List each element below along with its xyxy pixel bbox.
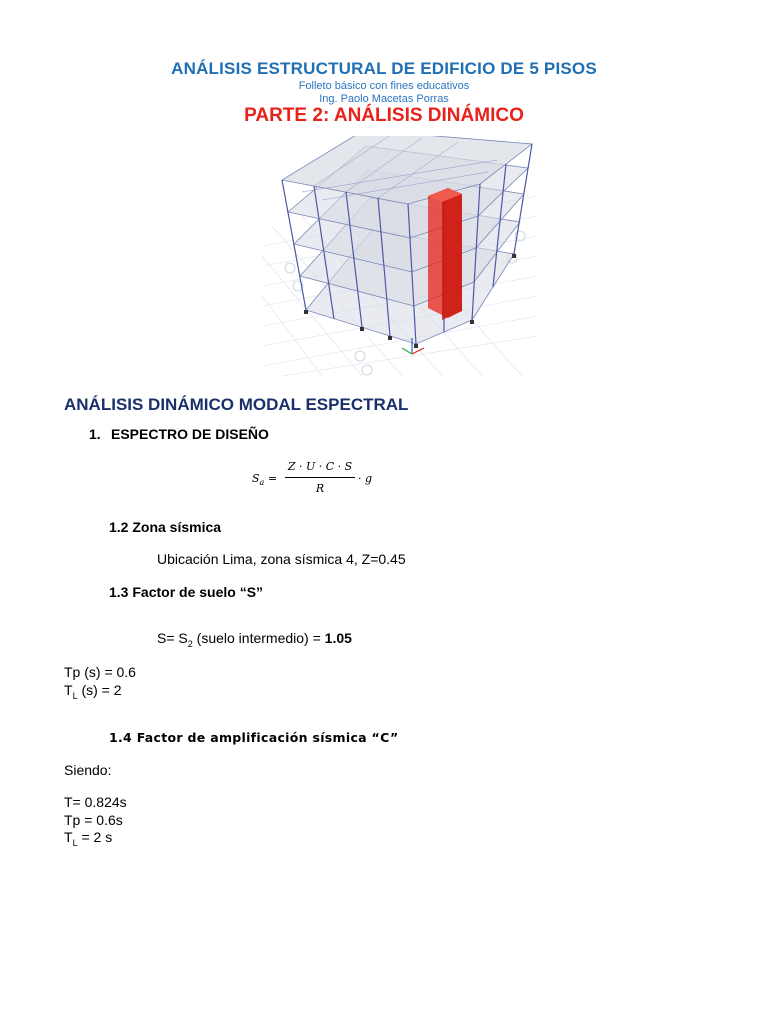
- formula-denominator: R: [315, 482, 325, 495]
- item-title: ESPECTRO DE DISEÑO: [111, 426, 269, 442]
- suelo-heading: 1.3 Factor de suelo “S”: [109, 584, 264, 600]
- formula-rhs: · g: [358, 472, 373, 485]
- tl-line: $T_L$ (s) = 2: [64, 682, 122, 701]
- document-title: ANÁLISIS ESTRUCTURAL DE EDIFICIO DE 5 PISOS: [171, 59, 597, 78]
- formula-lhs: $S_a$ =: [252, 472, 278, 488]
- suelo-text: $S= S_2$ (suelo intermedio) = 1.05: [157, 630, 352, 649]
- formula-numerator: Z · U · C · S: [287, 460, 353, 473]
- spectrum-formula: [252, 458, 392, 498]
- section-heading: ANÁLISIS DINÁMICO MODAL ESPECTRAL: [64, 395, 409, 414]
- numbered-heading: [89, 426, 269, 442]
- siendo-text: Siendo:: [64, 762, 112, 778]
- item-number: 1.: [89, 426, 101, 442]
- part-title: PARTE 2: ANÁLISIS DINÁMICO: [244, 105, 524, 126]
- suelo-value: 1.05: [324, 630, 352, 646]
- fraction-bar: [285, 477, 355, 478]
- document-subtitle: Folleto básico con fines educativos: [298, 80, 470, 92]
- amplificacion-heading: 1.4 Factor de amplificación sísmica “C”: [109, 730, 399, 745]
- t-line: T= 0.824s: [64, 794, 127, 810]
- tp2-line: Tp = 0.6s: [64, 812, 123, 828]
- building-3d-model-icon: [262, 136, 538, 376]
- document-author: Ing. Paolo Macetas Porras: [319, 93, 449, 105]
- tp-line: Tp (s) = 0.6: [64, 664, 136, 680]
- tl2-line: $T_L = 2$ s: [64, 829, 113, 848]
- zona-text: Ubicación Lima, zona sísmica 4, Z=0.45: [157, 551, 406, 567]
- zona-heading: 1.2 Zona sísmica: [109, 519, 222, 535]
